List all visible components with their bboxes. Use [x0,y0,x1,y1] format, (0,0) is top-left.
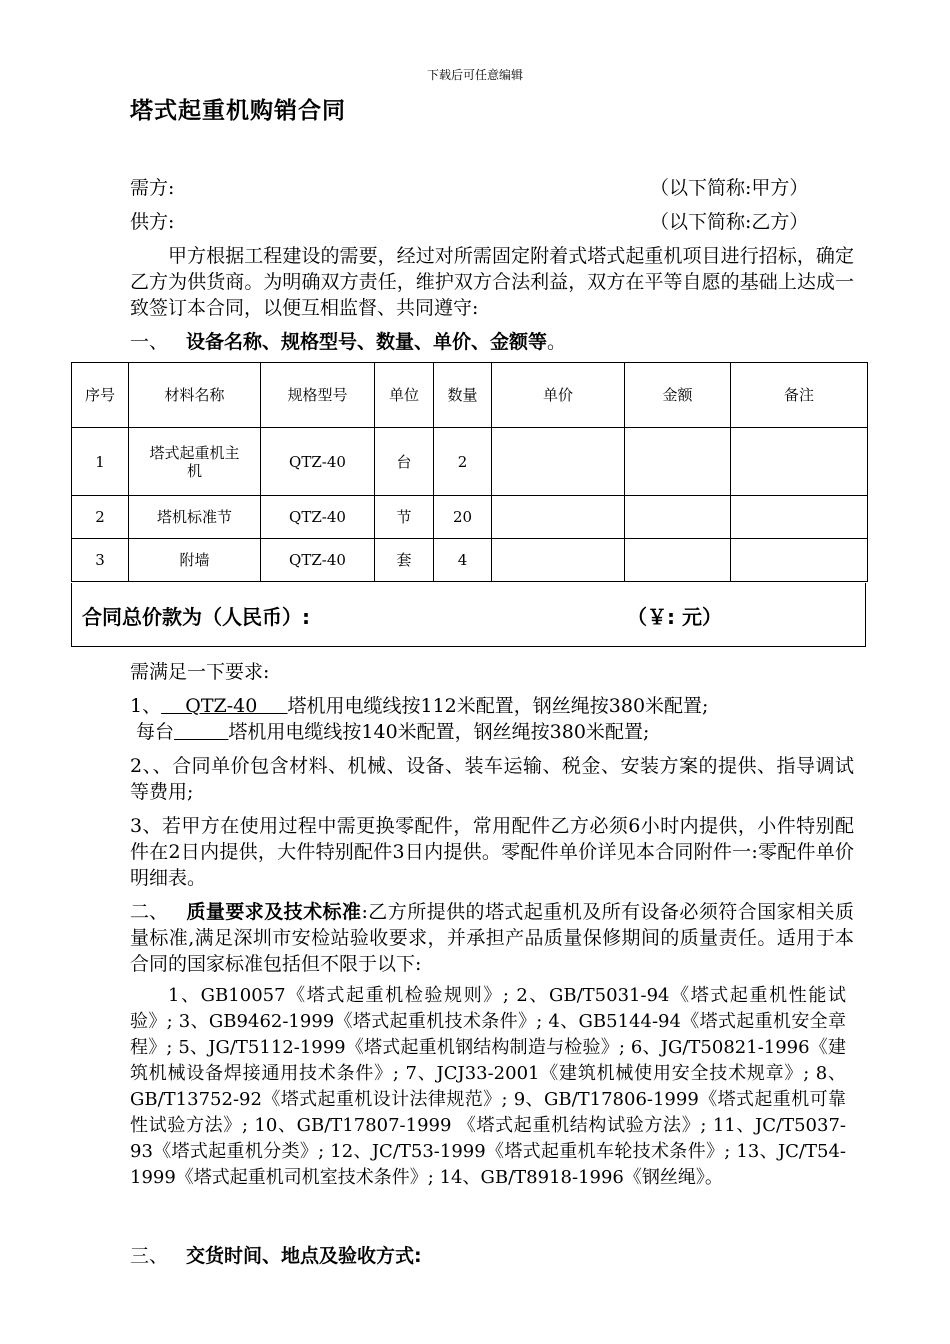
cell-name: 塔式起重机主机 [129,428,261,496]
header-model: 规格型号 [261,363,375,428]
cell-qty: 2 [434,428,492,496]
buyer-label: 需方: [130,177,175,199]
cell-remark [731,428,868,496]
cell-amount [625,539,731,582]
requirement-2: 2、、合同单价包含材料、机械、设备、装车运输、税金、安装方案的提供、指导调试等费用; [130,755,854,803]
header-note: 下载后可任意编辑 [426,68,523,82]
requirement-1-model-blank: QTZ-40 [161,695,288,717]
cell-remark [731,539,868,582]
cell-no: 1 [72,428,129,496]
cell-unit: 套 [375,539,434,582]
header-remark: 备注 [731,363,868,428]
total-amount: （￥: 元） [627,605,722,629]
cell-price [492,428,625,496]
section-3-number: 三、 [130,1245,169,1267]
requirement-3: 3、若甲方在使用过程中需更换零配件，常用配件乙方必须6小时内提供，小件特别配件在2日内提供，大件特别配件3日内提供。零配件单价详见本合同附件一:零配件单价明细表。 [130,815,854,889]
cell-no: 2 [72,496,129,539]
header-unit: 单位 [375,363,434,428]
section-2-title: 质量要求及技术标准 [186,901,362,923]
equipment-table [71,362,868,582]
cell-unit: 台 [375,428,434,496]
cell-unit: 节 [375,496,434,539]
cell-qty: 20 [434,496,492,539]
header-name: 材料名称 [129,363,261,428]
cell-qty: 4 [434,539,492,582]
table-row [72,428,868,496]
cell-model: QTZ-40 [261,496,375,539]
total-price-row [71,583,866,647]
requirement-1-line2-prefix: 每台 [130,721,175,743]
header-price: 单价 [492,363,625,428]
cell-name: 附墙 [129,539,261,582]
section-3-heading [130,1243,422,1269]
section-1-title: 设备名称、规格型号、数量、单价、金额等 [186,331,548,353]
requirement-1-line2 [130,719,649,745]
header-qty: 数量 [434,363,492,428]
cell-price [492,496,625,539]
cell-remark [731,496,868,539]
section-2-text: :乙方所提供的塔式起重机及所有设备必须符合国家相关质量标准,满足深圳市安检站验收要求，并承担产品质量保修期间的质量责任。适用于本合同的国家标准包括但不限于以下: [130,901,854,975]
cell-model: QTZ-40 [261,428,375,496]
total-label: 合同总价款为（人民币）: [82,605,310,629]
section-1-number: 一、 [130,331,169,353]
table-row [72,539,868,582]
intro-paragraph: 甲方根据工程建设的需要，经过对所需固定附着式塔式起重机项目进行招标，确定乙方为供货商。为明确双方责任，维护双方合法利益，双方在平等自愿的基础上达成一致签订本合同，以便互相监督、共同遵守: [130,245,854,319]
table-header-row [72,363,868,428]
header-amount: 金额 [625,363,731,428]
requirement-1-line1 [130,693,708,719]
cell-name: 塔机标准节 [129,496,261,539]
section-3-title: 交货时间、地点及验收方式: [186,1245,422,1267]
requirement-1-prefix: 1、 [130,695,162,717]
header-no: 序号 [72,363,129,428]
standards-list: 1、GB10057《塔式起重机检验规则》; 2、GB/T5031-94《塔式起重机性能试验》; 3、GB9462-1999《塔式起重机技术条件》; 4、GB5144-94《塔式起重机安全章程》; 5、JG/T5112-1999《塔式起重机钢结构制造与检验》; 6、JG/T50821-1996《建筑机械设备焊接通用技术条件》; 7、JCJ33-2001《建筑机械使用安全技术规章》; 8、GB/T13752-92《塔式起重机设计法律规范》; 9、GB/T17806-1999《塔式起重机可靠性试验方法》; 10、GB/T17807-1999 《塔式起重机结构试验方法》; 11、JC/T5037-93《塔式起重机分类》; 12、JC/T53-1999《塔式起重机车轮技术条件》; 13、JC/T54-1999《塔式起重机司机室技术条件》; 14、GB/T8918-1996《钢丝绳》。 [130,985,846,1188]
document-title: 塔式起重机购销合同 [130,98,346,124]
cell-amount [625,496,731,539]
requirement-1-text-a: 塔机用电缆线按112米配置，钢丝绳按380米配置; [287,695,709,717]
cell-model: QTZ-40 [261,539,375,582]
cell-no: 3 [72,539,129,582]
section-2-paragraph [130,899,854,977]
seller-note: （以下简称:乙方） [650,211,809,233]
seller-label: 供方: [130,211,175,233]
cell-price [492,539,625,582]
requirement-1-blank2 [174,721,228,743]
table-row [72,496,868,539]
section-1-end: 。 [547,331,567,353]
cell-amount [625,428,731,496]
buyer-note: （以下简称:甲方） [650,177,809,199]
section-2-number: 二、 [130,901,169,923]
requirement-1-text-b: 塔机用电缆线按140米配置，钢丝绳按380米配置; [228,721,650,743]
section-1-heading [130,329,566,355]
requirements-intro: 需满足一下要求: [130,661,270,683]
